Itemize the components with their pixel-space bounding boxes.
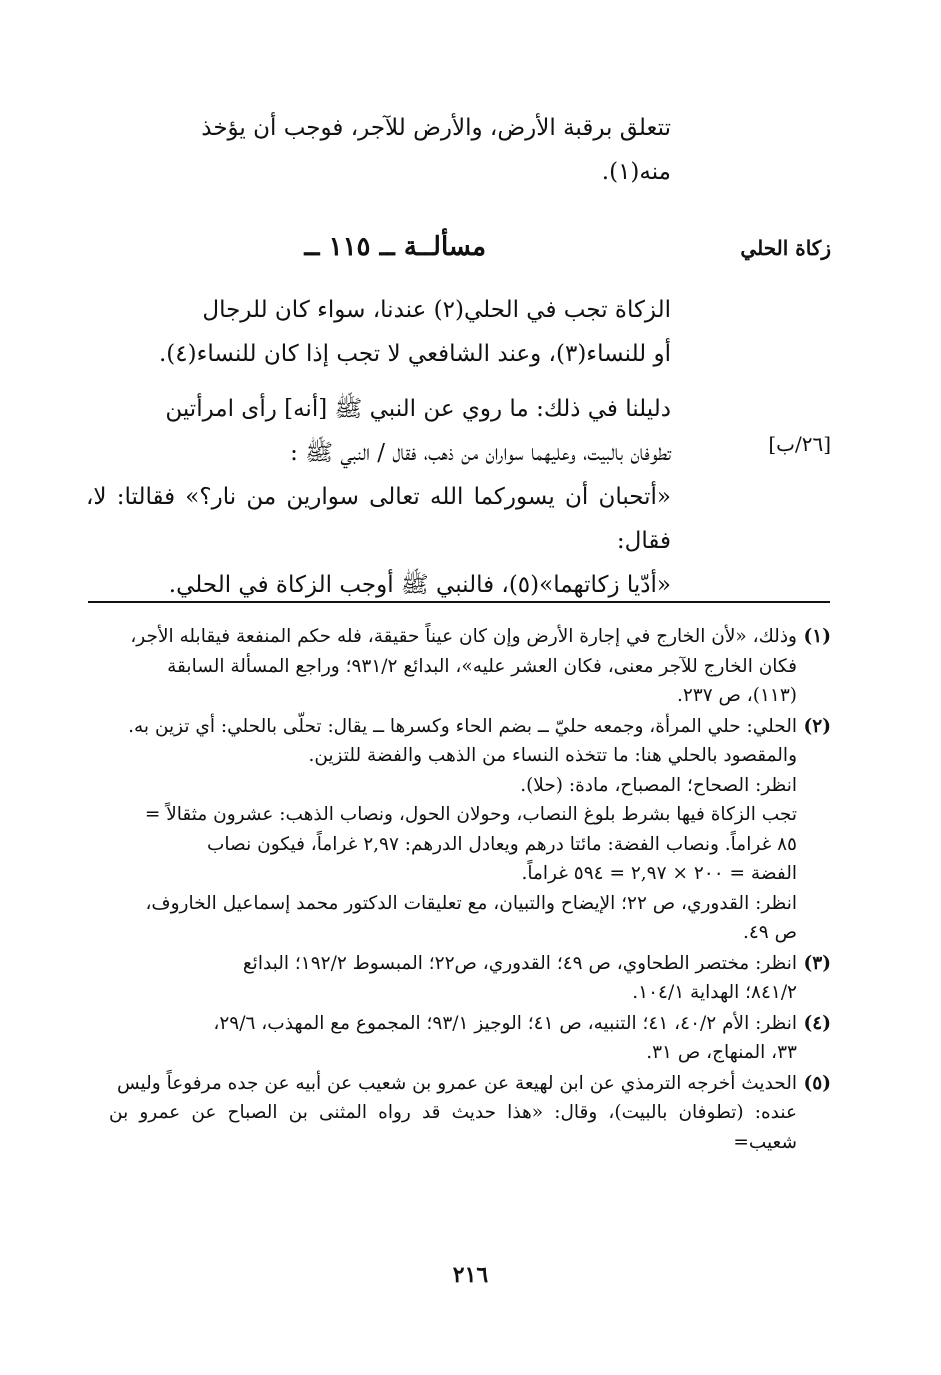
footnote-body [109,1009,797,1068]
text-line: تتعلق برقبة الأرض، والأرض للآجر، فوجب أن يؤخذ [201,115,671,141]
footnote [109,1069,831,1158]
text-line: أو للنساء(٣)، وعند الشافعي لا تجب إذا كان للنساء(٤). [158,341,671,367]
footnote-divider [88,601,830,603]
evidence-paragraph [86,387,671,607]
margin-folio-reference: [٢٦/ب] [768,432,831,456]
footnote-line: انظر: الصحاح؛ المصباح، مادة: (حلا). [520,774,797,796]
footnote [109,622,831,711]
footnote-number: (٢) [803,715,831,737]
footnote-body [109,1069,797,1158]
text-line: «أتحبان أن يسوركما الله تعالى سوارين من نار؟» فقالتا: لا، فقال: [86,484,671,554]
statement-paragraph [86,288,671,376]
text-line: تطوفان بالبيت، وعليهما سواران من ذهب، فقال / النبي ﷺ : [290,440,671,466]
text-line: دليلنا في ذلك: ما روي عن النبي ﷺ [أنه] رأى امرأتين [165,396,671,422]
section-heading: مسألــة ــ ١١٥ ــ [304,232,486,262]
footnote-line: ٣٣، المنهاج، ص ٣١. [646,1042,797,1063]
footnote-number: (٥) [803,1072,831,1094]
footnote-number: (٣) [803,952,831,974]
footnote-line: الحلي: حلي المرأة، وجمعه حليّ ــ بضم الحاء وكسرها ــ يقال: تحلّى بالحلي: أي تزين به. [128,715,797,737]
footnote-line: وذلك، «لأن الخارج في إجارة الأرض وإن كان عيناً حقيقة، فله حكم المنفعة فيقابله الأجر، [130,626,797,647]
footnote-line: تجب الزكاة فيها بشرط بلوغ النصاب، وحولان الحول، ونصاب الذهب: عشرون مثقالاً = [144,804,797,825]
footnote-line: عنده: (تطوفان بالبيت)، وقال: «هذا حديث قد رواه المثنى بن الصباح عن عمرو بن شعيب= [109,1102,797,1153]
page-number: ٢١٦ [452,1262,489,1288]
footnote-line: انظر: مختصر الطحاوي، ص ٤٩؛ القدوري، ص٢٢؛ المبسوط ١٩٢/٢؛ البدائع [242,952,797,974]
footnote-line: ص ٤٩. [742,922,797,943]
footnote-line: انظر: الأم ٤٠/٢، ٤١؛ التنبيه، ص ٤١؛ الوجيز ٩٣/١؛ المجموع مع المهذب، ٢٩/٦، [213,1012,797,1034]
text-line: منه(١). [601,159,671,185]
footnote-body [109,712,797,948]
footnote [109,1009,831,1068]
footnote-line: ٨٤١/٢؛ الهداية ١٠٤/١. [632,982,797,1003]
footnote-number: (٤) [803,1012,831,1034]
footnote-body [109,949,797,1008]
text-line: «أدّيا زكاتهما»(٥)، فالنبي ﷺ أوجب الزكاة في الحلي. [168,572,671,598]
footnote-line: ٨٥ غراماً. ونصاب الفضة: مائتا درهم ويعادل الدرهم: ٢,٩٧ غراماً، فيكون نصاب [207,833,797,855]
footnote [109,712,831,948]
intro-paragraph [86,106,671,194]
text-line: الزكاة تجب في الحلي(٢) عندنا، سواء كان للرجال [202,297,671,323]
footnote-line: انظر: القدوري، ص ٢٢؛ الإيضاح والتبيان، مع تعليقات الدكتور محمد إسماعيل الخاروف، [145,892,797,914]
footnote-line: الفضة = ٢٠٠ × ٢,٩٧ = ٥٩٤ غراماً. [521,863,797,884]
margin-topic-label: زكاة الحلي [740,236,831,260]
footnote [109,949,831,1008]
footnote-number: (١) [803,626,831,647]
footnote-body [109,622,797,711]
footnote-line: الحديث أخرجه الترمذي عن ابن لهيعة عن عمرو بن شعيب عن أبيه عن جده مرفوعاً وليس [116,1072,797,1094]
footnote-line: (١١٣)، ص ٢٣٧. [676,685,797,706]
footnote-line: فكان الخارج للآجر معنى، فكان العشر عليه»، البدائع ٩٣١/٢؛ وراجع المسألة السابقة [167,655,797,677]
footnotes-section [109,622,831,1158]
footnote-line: والمقصود بالحلي هنا: ما تتخذه النساء من الذهب والفضة للتزين. [308,745,797,766]
